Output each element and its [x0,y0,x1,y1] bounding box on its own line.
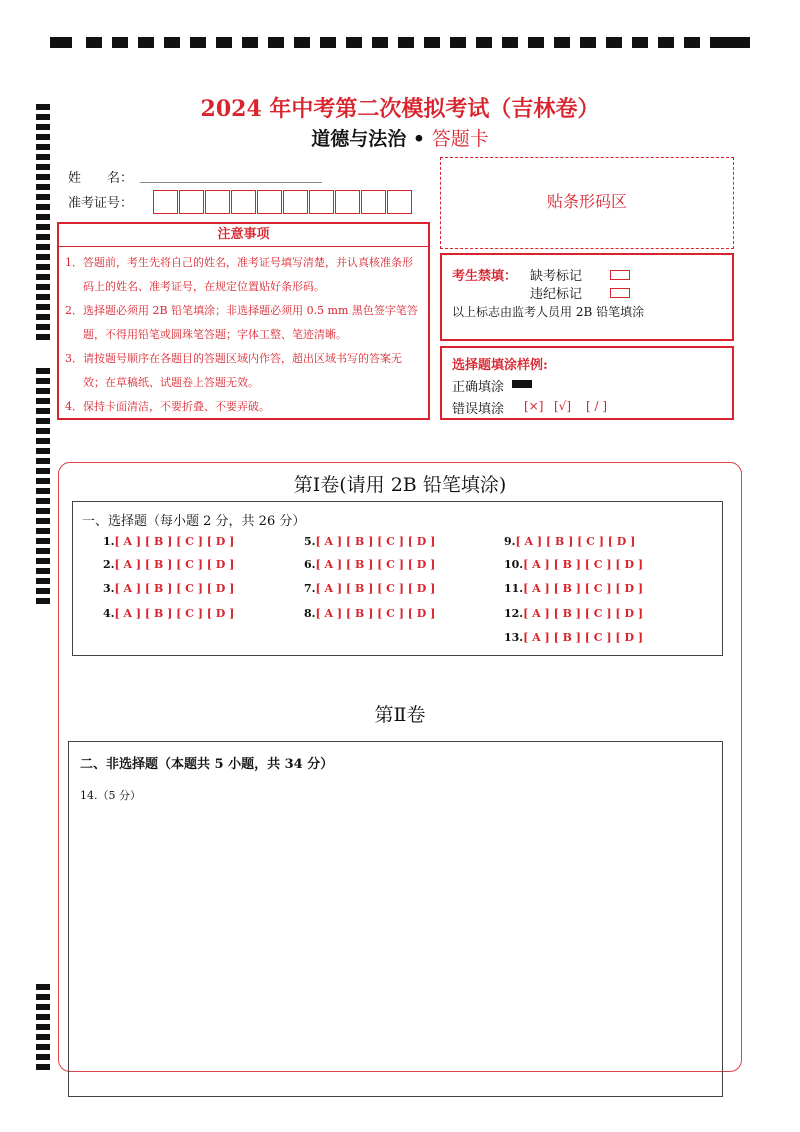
timing-marks-top [50,37,750,53]
choice-question[interactable]: 3.[ A ] [ B ] [ C ] [ D ] [103,582,235,595]
exam-id-boxes[interactable] [153,190,413,214]
subjective-heading: 二、非选择题（本题共 5 小题，共 34 分） [80,757,334,772]
choice-question[interactable]: 2.[ A ] [ B ] [ C ] [ D ] [103,558,235,571]
name-field[interactable] [140,182,322,183]
notice-box [57,222,430,420]
notice-item: 4．保持卡面清洁，不要折叠、不要弄破。 [65,400,270,413]
page-subtitle [0,124,800,151]
wrong-fill-label: 错误填涂 [452,402,505,417]
subtitle-separator: • [412,128,426,150]
part2-title: 第Ⅱ卷 [374,704,426,726]
choice-question[interactable]: 8.[ A ] [ B ] [ C ] [ D ] [304,607,436,620]
id-digit-box[interactable] [361,190,386,214]
forbid-label: 考生禁填： [452,269,518,284]
wrong-mark: [ / ] [586,399,608,413]
choice-question[interactable]: 9.[ A ] [ B ] [ C ] [ D ] [504,535,636,548]
notice-item: 2．选择题必须用 2B 铅笔填涂；非选择题必须用 0.5 mm 黑色签字笔答题，不得用铅笔或圆珠笔答题；字体工整、笔迹清晰。 [65,304,418,341]
answer-card-label: 答题卡 [431,128,489,150]
choice-question[interactable]: 13.[ A ] [ B ] [ C ] [ D ] [504,631,644,644]
forbid-note: 以上标志由监考人员用 2B 铅笔填涂 [452,305,645,319]
choice-question[interactable]: 6.[ A ] [ B ] [ C ] [ D ] [304,558,436,571]
exam-id-label: 准考证号： [68,196,134,211]
correct-fill-mark [512,380,532,388]
absent-mark-label: 缺考标记 [530,269,583,284]
violation-mark-label: 违纪标记 [530,287,583,302]
notice-item: 1．答题前，考生先将自己的姓名，准考证号填写清楚，并认真核准条形码上的姓名、准考证号，在规定位置贴好条形码。 [65,256,413,293]
choice-question[interactable]: 1.[ A ] [ B ] [ C ] [ D ] [103,535,235,548]
page-title: 2024 年中考第二次模拟考试（吉林卷） [200,96,600,122]
id-digit-box[interactable] [205,190,230,214]
choice-question[interactable]: 11.[ A ] [ B ] [ C ] [ D ] [504,582,644,595]
name-label: 姓 名： [68,171,134,186]
id-digit-box[interactable] [335,190,360,214]
id-digit-box[interactable] [309,190,334,214]
choice-heading: 一、选择题（每小题 2 分，共 26 分） [82,514,306,529]
violation-mark-box[interactable] [610,285,630,300]
id-digit-box[interactable] [153,190,178,214]
id-digit-box[interactable] [179,190,204,214]
subject-name: 道德与法治 [311,128,407,150]
correct-fill-label: 正确填涂 [452,380,505,395]
sample-heading: 选择题填涂样例: [452,358,548,373]
question-14-label: 14.（5 分） [80,789,141,802]
barcode-area: 贴条形码区 [440,157,734,249]
id-digit-box[interactable] [257,190,282,214]
absent-mark-box[interactable] [610,267,630,282]
id-digit-box[interactable] [231,190,256,214]
wrong-mark: [√] [554,399,572,413]
id-digit-box[interactable] [387,190,412,214]
examinee-forbidden-box [440,253,734,341]
choice-question[interactable]: 4.[ A ] [ B ] [ C ] [ D ] [103,607,235,620]
subjective-answer-box[interactable] [68,741,723,1097]
choice-question[interactable]: 7.[ A ] [ B ] [ C ] [ D ] [304,582,436,595]
choice-question[interactable]: 10.[ A ] [ B ] [ C ] [ D ] [504,558,644,571]
wrong-mark: [×] [524,399,544,413]
notice-item: 3．请按题号顺序在各题目的答题区域内作答，超出区域书写的答案无效；在草稿纸、试题卷上答题无效。 [65,352,402,389]
part1-title: 第Ⅰ卷(请用 2B 铅笔填涂) [293,474,507,496]
fill-sample-box [440,346,734,420]
choice-question[interactable]: 5.[ A ] [ B ] [ C ] [ D ] [304,535,436,548]
choice-question[interactable]: 12.[ A ] [ B ] [ C ] [ D ] [504,607,644,620]
notice-heading: 注意事项 [59,224,428,247]
id-digit-box[interactable] [283,190,308,214]
